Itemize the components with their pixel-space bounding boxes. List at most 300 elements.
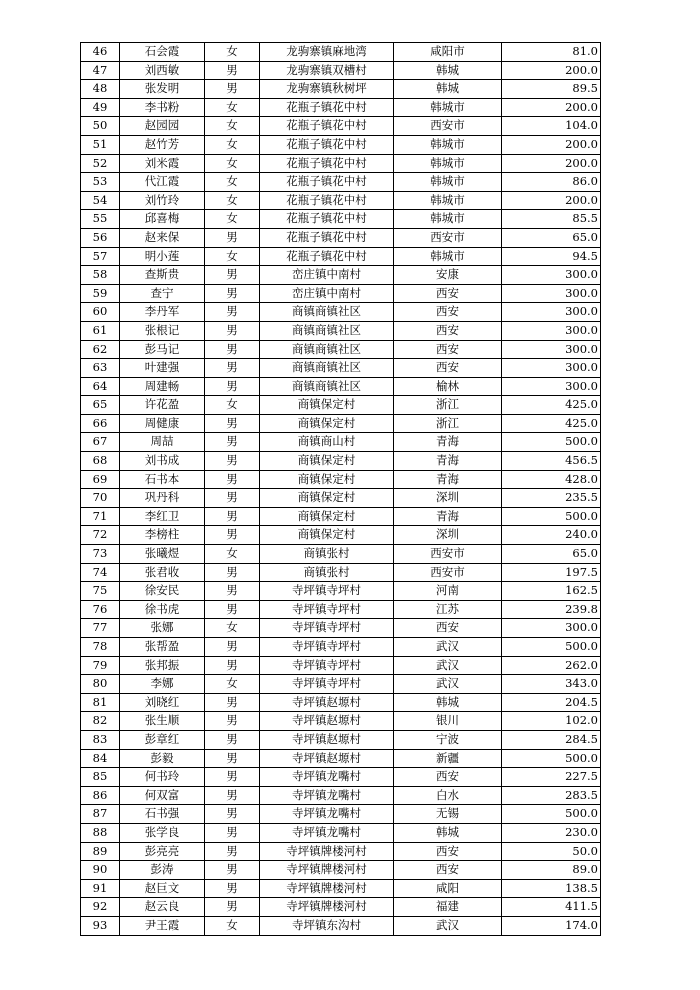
work-location-cell: 武汉 [394, 656, 502, 675]
gender-cell: 男 [205, 303, 260, 322]
address-cell: 寺坪镇寺坪村 [260, 675, 394, 694]
address-cell: 寺坪镇龙嘴村 [260, 786, 394, 805]
row-number-cell: 60 [81, 303, 120, 322]
person-name-cell: 张根记 [120, 321, 205, 340]
amount-cell: 200.0 [502, 135, 601, 154]
row-number-cell: 66 [81, 414, 120, 433]
amount-cell: 204.5 [502, 693, 601, 712]
work-location-cell: 西安市 [394, 228, 502, 247]
amount-cell: 283.5 [502, 786, 601, 805]
person-name-cell: 周健康 [120, 414, 205, 433]
address-cell: 商镇商镇社区 [260, 377, 394, 396]
person-name-cell: 张生顺 [120, 712, 205, 731]
work-location-cell: 武汉 [394, 916, 502, 935]
gender-cell: 男 [205, 638, 260, 657]
table-row [81, 321, 601, 340]
work-location-cell: 青海 [394, 452, 502, 471]
address-cell: 寺坪镇赵塬村 [260, 712, 394, 731]
gender-cell: 女 [205, 135, 260, 154]
address-cell: 峦庄镇中南村 [260, 284, 394, 303]
table-row [81, 526, 601, 545]
gender-cell: 男 [205, 377, 260, 396]
row-number-cell: 70 [81, 489, 120, 508]
table-row [81, 768, 601, 787]
person-name-cell: 查宁 [120, 284, 205, 303]
gender-cell: 男 [205, 842, 260, 861]
gender-cell: 男 [205, 582, 260, 601]
person-name-cell: 李丹军 [120, 303, 205, 322]
work-location-cell: 西安 [394, 768, 502, 787]
address-cell: 寺坪镇龙嘴村 [260, 768, 394, 787]
table-row [81, 675, 601, 694]
table-row [81, 98, 601, 117]
address-cell: 商镇张村 [260, 545, 394, 564]
table-row [81, 284, 601, 303]
address-cell: 商镇商镇社区 [260, 359, 394, 378]
amount-cell: 200.0 [502, 191, 601, 210]
address-cell: 商镇保定村 [260, 470, 394, 489]
address-cell: 寺坪镇寺坪村 [260, 638, 394, 657]
row-number-cell: 75 [81, 582, 120, 601]
row-number-cell: 76 [81, 600, 120, 619]
table-row [81, 879, 601, 898]
person-name-cell: 石书本 [120, 470, 205, 489]
person-name-cell: 张发明 [120, 80, 205, 99]
table-row [81, 191, 601, 210]
row-number-cell: 69 [81, 470, 120, 489]
gender-cell: 女 [205, 619, 260, 638]
table-row [81, 582, 601, 601]
amount-cell: 50.0 [502, 842, 601, 861]
amount-cell: 300.0 [502, 359, 601, 378]
work-location-cell: 白水 [394, 786, 502, 805]
person-name-cell: 明小莲 [120, 247, 205, 266]
person-name-cell: 赵竹芳 [120, 135, 205, 154]
table-row [81, 414, 601, 433]
amount-cell: 230.0 [502, 823, 601, 842]
person-name-cell: 尹王霞 [120, 916, 205, 935]
work-location-cell: 青海 [394, 507, 502, 526]
gender-cell: 男 [205, 470, 260, 489]
person-name-cell: 石书强 [120, 805, 205, 824]
amount-cell: 456.5 [502, 452, 601, 471]
work-location-cell: 青海 [394, 470, 502, 489]
table-row [81, 377, 601, 396]
amount-cell: 65.0 [502, 545, 601, 564]
gender-cell: 女 [205, 173, 260, 192]
amount-cell: 86.0 [502, 173, 601, 192]
address-cell: 花瓶子镇花中村 [260, 210, 394, 229]
address-cell: 寺坪镇牌楼河村 [260, 879, 394, 898]
work-location-cell: 深圳 [394, 489, 502, 508]
table-body [81, 43, 601, 936]
gender-cell: 男 [205, 563, 260, 582]
row-number-cell: 72 [81, 526, 120, 545]
gender-cell: 男 [205, 452, 260, 471]
person-name-cell: 刘书成 [120, 452, 205, 471]
gender-cell: 男 [205, 340, 260, 359]
person-name-cell: 刘竹玲 [120, 191, 205, 210]
table-row [81, 303, 601, 322]
person-name-cell: 彭章红 [120, 730, 205, 749]
row-number-cell: 53 [81, 173, 120, 192]
table-row [81, 693, 601, 712]
gender-cell: 女 [205, 154, 260, 173]
work-location-cell: 西安 [394, 842, 502, 861]
row-number-cell: 65 [81, 396, 120, 415]
row-number-cell: 93 [81, 916, 120, 935]
person-name-cell: 何书玲 [120, 768, 205, 787]
gender-cell: 男 [205, 749, 260, 768]
row-number-cell: 62 [81, 340, 120, 359]
table-row [81, 340, 601, 359]
amount-cell: 138.5 [502, 879, 601, 898]
work-location-cell: 武汉 [394, 638, 502, 657]
amount-cell: 200.0 [502, 61, 601, 80]
work-location-cell: 西安 [394, 359, 502, 378]
table-row [81, 117, 601, 136]
row-number-cell: 54 [81, 191, 120, 210]
address-cell: 商镇保定村 [260, 452, 394, 471]
person-name-cell: 徐书虎 [120, 600, 205, 619]
address-cell: 花瓶子镇花中村 [260, 191, 394, 210]
table-row [81, 247, 601, 266]
person-name-cell: 石会霞 [120, 43, 205, 62]
work-location-cell: 韩城 [394, 823, 502, 842]
row-number-cell: 79 [81, 656, 120, 675]
gender-cell: 男 [205, 266, 260, 285]
table-row [81, 545, 601, 564]
work-location-cell: 韩城市 [394, 154, 502, 173]
person-name-cell: 李红卫 [120, 507, 205, 526]
person-name-cell: 张君收 [120, 563, 205, 582]
gender-cell: 男 [205, 656, 260, 675]
amount-cell: 300.0 [502, 340, 601, 359]
amount-cell: 500.0 [502, 433, 601, 452]
amount-cell: 240.0 [502, 526, 601, 545]
person-name-cell: 何双富 [120, 786, 205, 805]
address-cell: 商镇商山村 [260, 433, 394, 452]
address-cell: 花瓶子镇花中村 [260, 98, 394, 117]
row-number-cell: 56 [81, 228, 120, 247]
address-cell: 寺坪镇寺坪村 [260, 656, 394, 675]
amount-cell: 89.0 [502, 861, 601, 880]
table-row [81, 396, 601, 415]
amount-cell: 200.0 [502, 154, 601, 173]
address-cell: 商镇保定村 [260, 526, 394, 545]
row-number-cell: 46 [81, 43, 120, 62]
gender-cell: 男 [205, 861, 260, 880]
amount-cell: 425.0 [502, 396, 601, 415]
address-cell: 商镇保定村 [260, 414, 394, 433]
address-cell: 龙驹寨镇双槽村 [260, 61, 394, 80]
work-location-cell: 韩城市 [394, 247, 502, 266]
work-location-cell: 新疆 [394, 749, 502, 768]
table-row [81, 433, 601, 452]
work-location-cell: 咸阳 [394, 879, 502, 898]
table-row [81, 823, 601, 842]
row-number-cell: 80 [81, 675, 120, 694]
amount-cell: 425.0 [502, 414, 601, 433]
address-cell: 商镇保定村 [260, 507, 394, 526]
address-cell: 商镇商镇社区 [260, 340, 394, 359]
person-name-cell: 张帮盈 [120, 638, 205, 657]
table-row [81, 452, 601, 471]
row-number-cell: 50 [81, 117, 120, 136]
address-cell: 龙驹寨镇秋树坪 [260, 80, 394, 99]
row-number-cell: 74 [81, 563, 120, 582]
person-name-cell: 李书粉 [120, 98, 205, 117]
person-name-cell: 彭涛 [120, 861, 205, 880]
person-name-cell: 刘晓红 [120, 693, 205, 712]
row-number-cell: 82 [81, 712, 120, 731]
address-cell: 商镇张村 [260, 563, 394, 582]
amount-cell: 300.0 [502, 377, 601, 396]
row-number-cell: 67 [81, 433, 120, 452]
table-row [81, 842, 601, 861]
row-number-cell: 63 [81, 359, 120, 378]
address-cell: 商镇保定村 [260, 396, 394, 415]
amount-cell: 262.0 [502, 656, 601, 675]
person-name-cell: 李娜 [120, 675, 205, 694]
person-name-cell: 彭毅 [120, 749, 205, 768]
table-row [81, 154, 601, 173]
work-location-cell: 西安市 [394, 545, 502, 564]
row-number-cell: 51 [81, 135, 120, 154]
gender-cell: 女 [205, 210, 260, 229]
person-name-cell: 刘米霞 [120, 154, 205, 173]
amount-cell: 227.5 [502, 768, 601, 787]
amount-cell: 81.0 [502, 43, 601, 62]
gender-cell: 女 [205, 117, 260, 136]
table-row [81, 638, 601, 657]
work-location-cell: 浙江 [394, 396, 502, 415]
work-location-cell: 西安 [394, 340, 502, 359]
work-location-cell: 韩城市 [394, 98, 502, 117]
person-name-cell: 张邦振 [120, 656, 205, 675]
address-cell: 寺坪镇龙嘴村 [260, 823, 394, 842]
gender-cell: 男 [205, 284, 260, 303]
person-name-cell: 代江霞 [120, 173, 205, 192]
row-number-cell: 57 [81, 247, 120, 266]
work-location-cell: 韩城 [394, 693, 502, 712]
gender-cell: 女 [205, 247, 260, 266]
table-row [81, 563, 601, 582]
gender-cell: 男 [205, 507, 260, 526]
gender-cell: 男 [205, 823, 260, 842]
address-cell: 寺坪镇牌楼河村 [260, 842, 394, 861]
amount-cell: 174.0 [502, 916, 601, 935]
table-row [81, 489, 601, 508]
gender-cell: 男 [205, 730, 260, 749]
table-row [81, 600, 601, 619]
row-number-cell: 83 [81, 730, 120, 749]
address-cell: 花瓶子镇花中村 [260, 135, 394, 154]
gender-cell: 女 [205, 545, 260, 564]
work-location-cell: 无锡 [394, 805, 502, 824]
gender-cell: 男 [205, 414, 260, 433]
work-location-cell: 深圳 [394, 526, 502, 545]
amount-cell: 300.0 [502, 303, 601, 322]
address-cell: 寺坪镇寺坪村 [260, 619, 394, 638]
work-location-cell: 咸阳市 [394, 43, 502, 62]
person-name-cell: 赵园园 [120, 117, 205, 136]
gender-cell: 男 [205, 712, 260, 731]
work-location-cell: 西安 [394, 861, 502, 880]
work-location-cell: 银川 [394, 712, 502, 731]
work-location-cell: 西安市 [394, 117, 502, 136]
person-name-cell: 赵来保 [120, 228, 205, 247]
address-cell: 花瓶子镇花中村 [260, 228, 394, 247]
table-row [81, 916, 601, 935]
gender-cell: 女 [205, 191, 260, 210]
address-cell: 寺坪镇赵塬村 [260, 749, 394, 768]
table-row [81, 898, 601, 917]
work-location-cell: 韩城市 [394, 135, 502, 154]
gender-cell: 男 [205, 359, 260, 378]
address-cell: 商镇保定村 [260, 489, 394, 508]
row-number-cell: 84 [81, 749, 120, 768]
table-row [81, 359, 601, 378]
amount-cell: 300.0 [502, 619, 601, 638]
gender-cell: 男 [205, 600, 260, 619]
gender-cell: 男 [205, 768, 260, 787]
row-number-cell: 59 [81, 284, 120, 303]
row-number-cell: 88 [81, 823, 120, 842]
table-row [81, 61, 601, 80]
amount-cell: 197.5 [502, 563, 601, 582]
person-name-cell: 邱喜梅 [120, 210, 205, 229]
amount-cell: 284.5 [502, 730, 601, 749]
work-location-cell: 西安 [394, 284, 502, 303]
gender-cell: 男 [205, 80, 260, 99]
work-location-cell: 福建 [394, 898, 502, 917]
address-cell: 寺坪镇东沟村 [260, 916, 394, 935]
address-cell: 花瓶子镇花中村 [260, 154, 394, 173]
row-number-cell: 48 [81, 80, 120, 99]
person-name-cell: 赵云良 [120, 898, 205, 917]
amount-cell: 300.0 [502, 266, 601, 285]
gender-cell: 女 [205, 916, 260, 935]
row-number-cell: 49 [81, 98, 120, 117]
amount-cell: 428.0 [502, 470, 601, 489]
gender-cell: 女 [205, 675, 260, 694]
work-location-cell: 西安 [394, 321, 502, 340]
work-location-cell: 韩城 [394, 61, 502, 80]
amount-cell: 411.5 [502, 898, 601, 917]
gender-cell: 男 [205, 433, 260, 452]
person-name-cell: 张曦煜 [120, 545, 205, 564]
table-row [81, 173, 601, 192]
gender-cell: 女 [205, 396, 260, 415]
row-number-cell: 47 [81, 61, 120, 80]
amount-cell: 89.5 [502, 80, 601, 99]
gender-cell: 男 [205, 693, 260, 712]
table-row [81, 619, 601, 638]
person-name-cell: 叶建强 [120, 359, 205, 378]
amount-cell: 500.0 [502, 638, 601, 657]
row-number-cell: 90 [81, 861, 120, 880]
row-number-cell: 73 [81, 545, 120, 564]
address-cell: 寺坪镇寺坪村 [260, 600, 394, 619]
table-row [81, 135, 601, 154]
table-row [81, 507, 601, 526]
work-location-cell: 韩城市 [394, 191, 502, 210]
row-number-cell: 91 [81, 879, 120, 898]
row-number-cell: 77 [81, 619, 120, 638]
address-cell: 商镇商镇社区 [260, 321, 394, 340]
row-number-cell: 89 [81, 842, 120, 861]
work-location-cell: 西安市 [394, 563, 502, 582]
person-name-cell: 李榜柱 [120, 526, 205, 545]
person-name-cell: 巩丹科 [120, 489, 205, 508]
table-row [81, 266, 601, 285]
table-row [81, 749, 601, 768]
gender-cell: 男 [205, 805, 260, 824]
amount-cell: 300.0 [502, 321, 601, 340]
row-number-cell: 68 [81, 452, 120, 471]
row-number-cell: 81 [81, 693, 120, 712]
address-cell: 花瓶子镇花中村 [260, 117, 394, 136]
amount-cell: 94.5 [502, 247, 601, 266]
work-location-cell: 江苏 [394, 600, 502, 619]
table-row [81, 786, 601, 805]
gender-cell: 男 [205, 321, 260, 340]
person-name-cell: 查斯贵 [120, 266, 205, 285]
row-number-cell: 87 [81, 805, 120, 824]
gender-cell: 男 [205, 526, 260, 545]
table-row [81, 228, 601, 247]
gender-cell: 男 [205, 898, 260, 917]
address-cell: 花瓶子镇花中村 [260, 173, 394, 192]
gender-cell: 女 [205, 98, 260, 117]
person-name-cell: 彭亮亮 [120, 842, 205, 861]
table-row [81, 80, 601, 99]
person-name-cell: 周喆 [120, 433, 205, 452]
work-location-cell: 武汉 [394, 675, 502, 694]
amount-cell: 500.0 [502, 507, 601, 526]
amount-cell: 500.0 [502, 749, 601, 768]
address-cell: 寺坪镇龙嘴村 [260, 805, 394, 824]
table-row [81, 656, 601, 675]
amount-cell: 239.8 [502, 600, 601, 619]
address-cell: 寺坪镇牌楼河村 [260, 861, 394, 880]
address-cell: 龙驹寨镇麻地湾 [260, 43, 394, 62]
amount-cell: 500.0 [502, 805, 601, 824]
work-location-cell: 韩城市 [394, 210, 502, 229]
work-location-cell: 榆林 [394, 377, 502, 396]
gender-cell: 男 [205, 61, 260, 80]
work-location-cell: 宁波 [394, 730, 502, 749]
gender-cell: 男 [205, 786, 260, 805]
table-row [81, 210, 601, 229]
row-number-cell: 71 [81, 507, 120, 526]
address-cell: 寺坪镇赵塬村 [260, 730, 394, 749]
row-number-cell: 61 [81, 321, 120, 340]
amount-cell: 343.0 [502, 675, 601, 694]
work-location-cell: 安康 [394, 266, 502, 285]
gender-cell: 男 [205, 489, 260, 508]
work-location-cell: 韩城市 [394, 173, 502, 192]
row-number-cell: 58 [81, 266, 120, 285]
data-table [80, 42, 601, 936]
gender-cell: 男 [205, 228, 260, 247]
table-row [81, 712, 601, 731]
work-location-cell: 西安 [394, 303, 502, 322]
person-name-cell: 许花盈 [120, 396, 205, 415]
table-row [81, 43, 601, 62]
address-cell: 寺坪镇牌楼河村 [260, 898, 394, 917]
